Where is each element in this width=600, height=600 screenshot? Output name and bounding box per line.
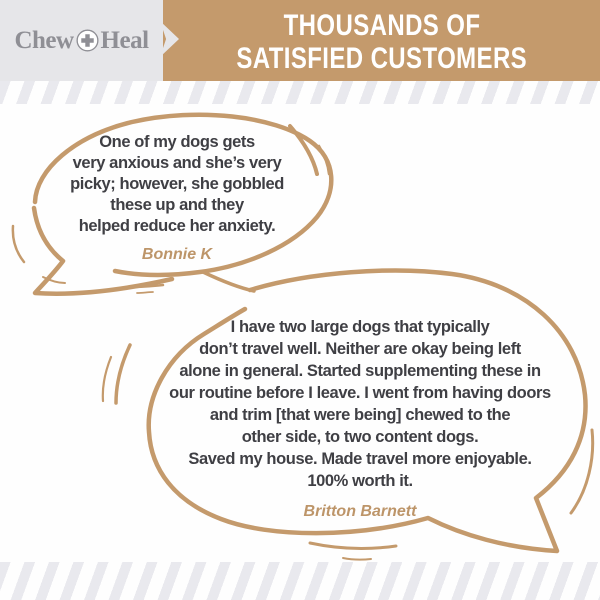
brand-name-left: Chew xyxy=(14,26,74,54)
quote-line: Saved my house. Made travel more enjoyable. xyxy=(188,450,532,468)
testimonial-1 xyxy=(36,132,318,265)
testimonial-2 xyxy=(123,316,597,523)
quote-line: helped reduce her anxiety. xyxy=(78,217,276,235)
quote-line: and trim [that were being] chewed to the xyxy=(209,406,511,424)
quote-line: alone in general. Started supplementing these in xyxy=(179,362,541,380)
testimonial-1-author: Bonnie K xyxy=(141,246,213,263)
header-title-line2: SATISFIED CUSTOMERS xyxy=(236,41,527,75)
quote-line: don’t travel well. Neither are okay being left xyxy=(199,340,521,358)
quote-line: I have two large dogs that typically xyxy=(230,318,490,336)
quote-line: our routine before I leave. I went from having doors xyxy=(169,384,551,402)
testimonial-2-author: Britton Barnett xyxy=(303,503,417,520)
quote-line: One of my dogs gets xyxy=(99,133,255,151)
quote-line: very anxious and she’s very xyxy=(72,154,282,172)
quote-line: these up and they xyxy=(110,196,244,214)
quote-line: 100% worth it. xyxy=(307,472,413,490)
brand-name-right: Heal xyxy=(100,26,149,54)
header-title-line1: THOUSANDS OF xyxy=(283,8,480,42)
quote-line: other side, to two content dogs. xyxy=(241,428,479,446)
quote-line: picky; however, she gobbled xyxy=(70,175,284,193)
